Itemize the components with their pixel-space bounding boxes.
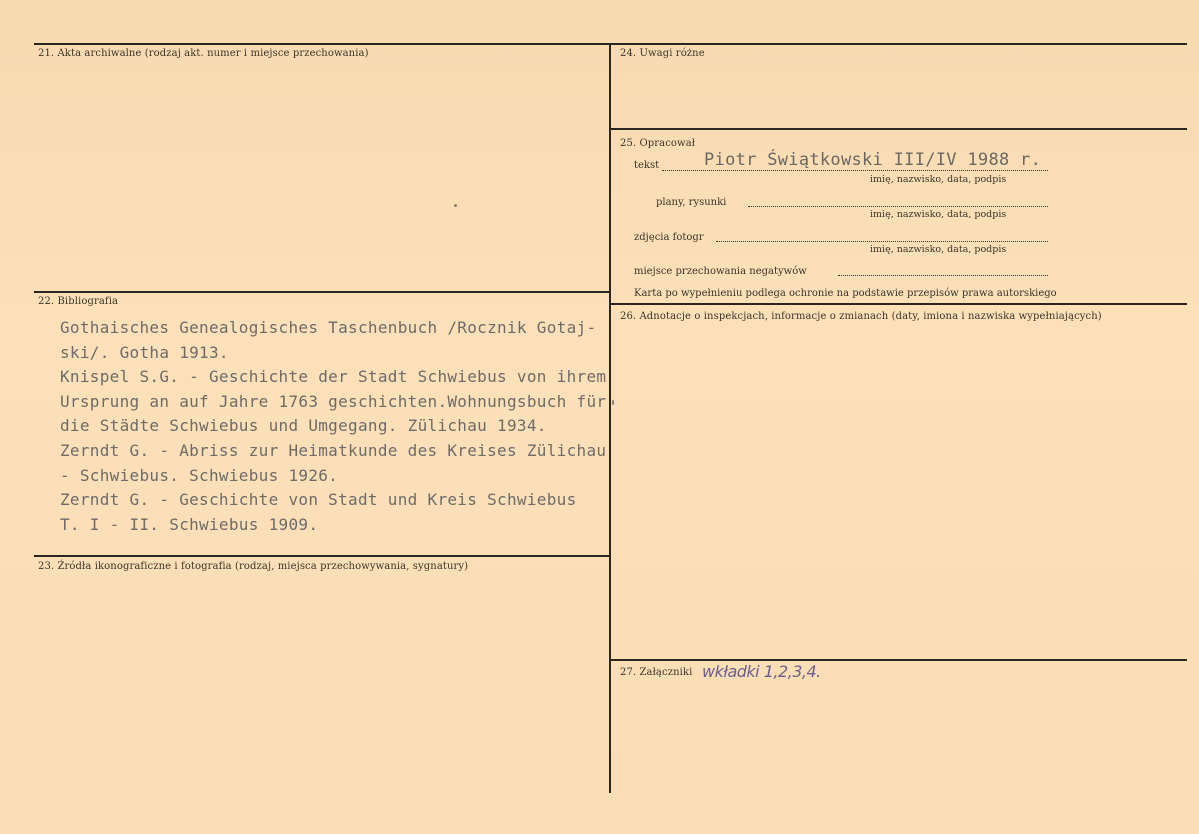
zdjecia-label: zdjęcia fotogr: [634, 232, 704, 243]
rule-26-top: [611, 303, 1187, 305]
zdjecia-line: [716, 241, 1048, 242]
bibliography-line: Zerndt G. - Abriss zur Heimatkunde des Kreises Zülichau: [60, 440, 607, 460]
section-24-label: 24. Uwagi różne: [620, 48, 705, 59]
bibliography-line: Knispel S.G. - Geschichte der Stadt Schwiebus von ihrem: [60, 367, 607, 387]
attachments-handwritten: wkładki 1,2,3,4.: [702, 662, 821, 681]
bibliography-line: - Schwiebus. Schwiebus 1926.: [60, 465, 339, 485]
tekst-line: [662, 170, 1048, 171]
rule-25-top: [611, 128, 1187, 130]
section-27-label: 27. Załączniki: [620, 667, 693, 678]
bibliography-line: Ursprung an auf Jahre 1763 geschichten.Wohnungsbuch für: [60, 391, 607, 411]
paper-speck: [612, 400, 614, 405]
bibliography-line: T. I - II. Schwiebus 1909.: [60, 514, 319, 534]
bibliography-line: ski/. Gotha 1913.: [60, 342, 229, 362]
rule-27-top: [611, 659, 1187, 661]
plany-caption: imię, nazwisko, data, podpis: [870, 209, 1007, 220]
section-26-label: 26. Adnotacje o inspekcjach, informacje o zmianach (daty, imiona i nazwiska wypełniających): [620, 311, 1102, 322]
miejsce-label: miejsce przechowania negatywów: [634, 266, 807, 277]
paper-speck: [454, 204, 457, 207]
section-22-label: 22. Bibliografia: [38, 296, 119, 307]
bibliography-line: Gothaisches Genealogisches Taschenbuch /Rocznik Gotaj-: [60, 318, 597, 337]
plany-line: [748, 206, 1048, 207]
miejsce-line: [838, 275, 1048, 276]
rule-23-top: [34, 555, 610, 557]
section-21-label: 21. Akta archiwalne (rodzaj akt. numer i miejsce przechowania): [38, 48, 369, 59]
bibliography-text: [60, 316, 620, 537]
section-25-label: 25. Opracował: [620, 138, 696, 149]
copyright-notice: Karta po wypełnieniu podlega ochronie na podstawie przepisów prawa autorskiego: [634, 288, 1057, 299]
tekst-caption: imię, nazwisko, data, podpis: [870, 174, 1007, 185]
plany-label: plany, rysunki: [656, 197, 727, 208]
rule-22-top: [34, 291, 610, 293]
bibliography-line: Zerndt G. - Geschichte von Stadt und Kreis Schwiebus: [60, 490, 577, 510]
tekst-label: tekst: [634, 160, 660, 171]
section-23-label: 23. Źródła ikonograficzne i fotografia (rodzaj, miejsca przechowywania, sygnatury): [38, 561, 469, 572]
zdjecia-caption: imię, nazwisko, data, podpis: [870, 244, 1007, 255]
tekst-value: Piotr Świątkowski III/IV 1988 r.: [704, 150, 1042, 170]
bibliography-line: die Städte Schwiebus und Umgegang. Zülichau 1934.: [60, 416, 547, 436]
